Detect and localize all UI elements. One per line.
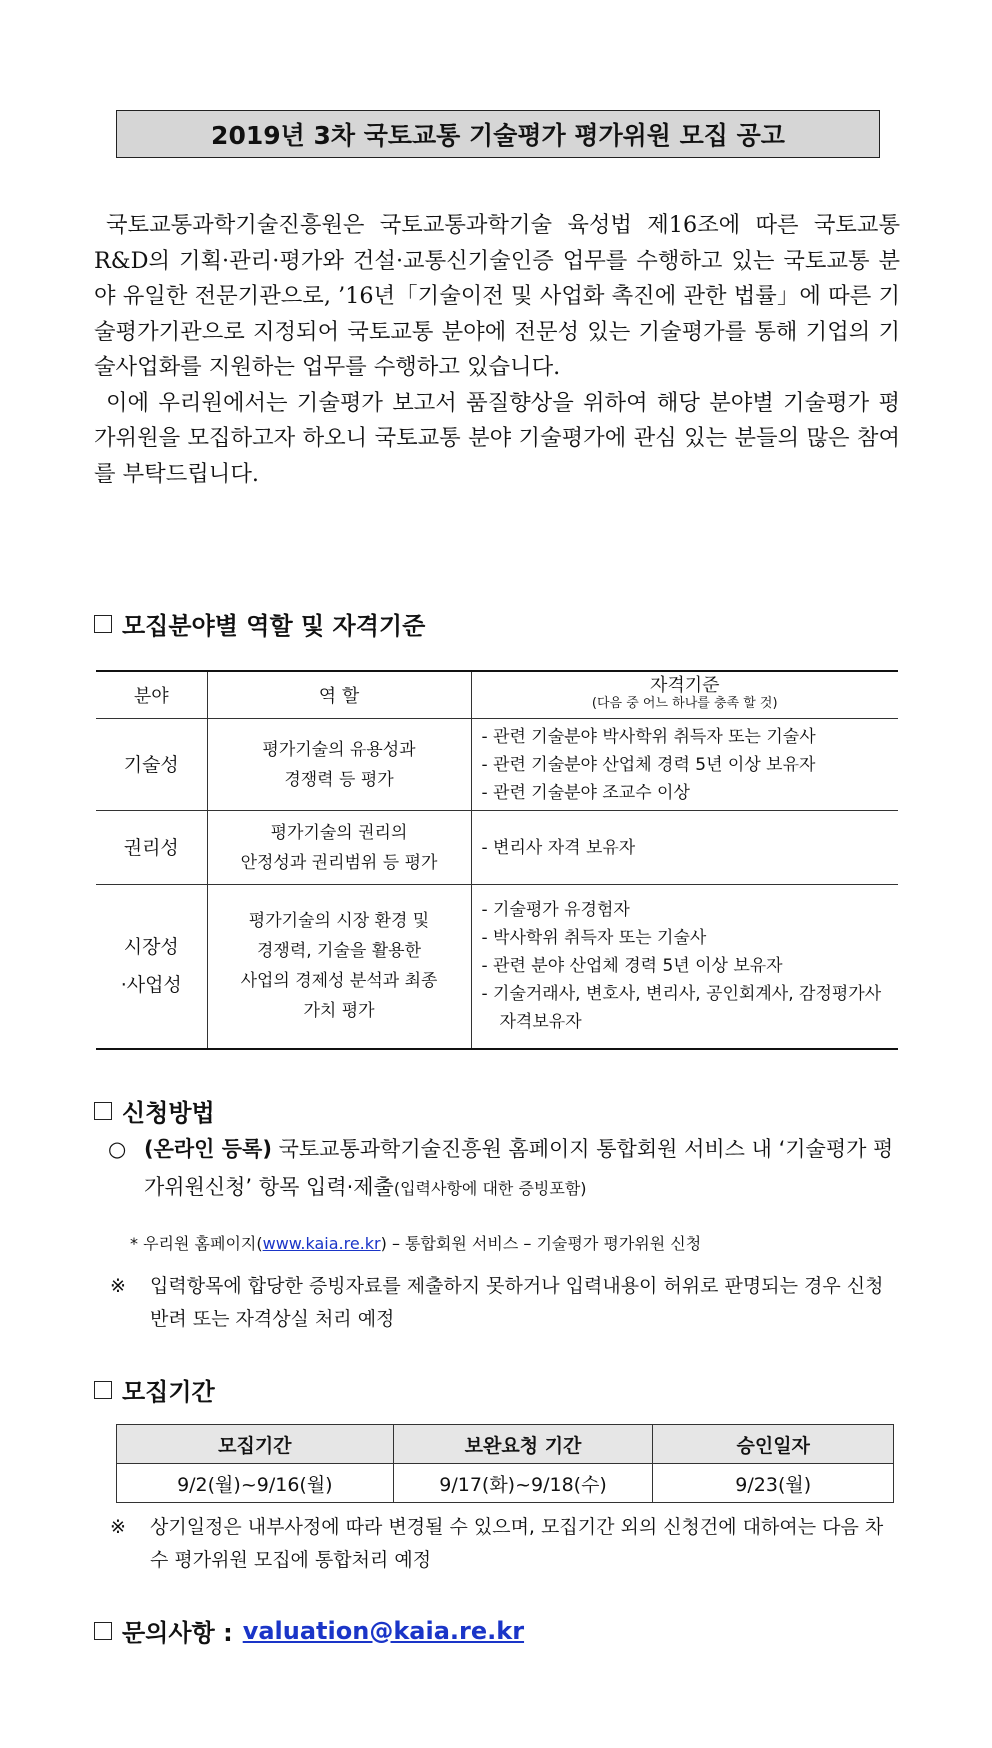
section-heading-period: 모집기간 (94, 1372, 215, 1407)
role-cell: 평가기술의 유용성과 경쟁력 등 평가 (207, 719, 471, 811)
table-row (96, 811, 898, 885)
period-table (116, 1424, 894, 1503)
checkbox-square-icon (94, 1381, 112, 1399)
table-row (96, 719, 898, 811)
method-bold: (온라인 등록) (144, 1137, 272, 1161)
header-approval-date: 승인일자 (653, 1425, 894, 1464)
circle-bullet-icon: ○ (108, 1137, 127, 1161)
criteria-cell: - 변리사 자격 보유자 (471, 811, 898, 885)
field-cell: 시장성 ·사업성 (96, 885, 207, 1049)
intro-paragraph-2: 이에 우리원에서는 기술평가 보고서 품질향상을 위하여 해당 분야별 기술평가 평가위원을 모집하고자 하오니 국토교통 분야 기술평가에 관심 있는 분들의 많은 참여를 부탁드립니다. (94, 389, 900, 487)
field-cell: 기술성 (96, 719, 207, 811)
apply-method (108, 1130, 900, 1208)
period-table-row (117, 1464, 894, 1503)
intro-text (94, 208, 900, 492)
header-recruit-period: 모집기간 (117, 1425, 394, 1464)
contact-email-link[interactable]: valuation@kaia.re.kr (242, 1616, 525, 1645)
checkbox-square-icon (94, 1102, 112, 1120)
section-heading-contact: 문의사항 : valuation@kaia.re.kr (94, 1613, 524, 1648)
role-cell: 평가기술의 권리의 안정성과 권리범위 등 평가 (207, 811, 471, 885)
section-heading-roles: 모집분야별 역할 및 자격기준 (94, 606, 425, 641)
apply-footnote: * 우리원 홈페이지(www.kaia.re.kr) – 통합회원 서비스 – 기술평가 평가위원 신청 (130, 1234, 702, 1253)
reference-mark-icon: ※ (110, 1275, 126, 1297)
qualification-table-header (96, 671, 898, 719)
section-heading-apply: 신청방법 (94, 1093, 215, 1128)
method-small: (입력사항에 대한 증빙포함) (393, 1179, 587, 1198)
supplement-period-value: 9/17(화)~9/18(수) (393, 1464, 653, 1503)
checkbox-square-icon (94, 615, 112, 633)
criteria-cell: - 관련 기술분야 박사학위 취득자 또는 기술사 - 관련 기술분야 산업체 경력 5년 이상 보유자 - 관련 기술분야 조교수 이상 (471, 719, 898, 811)
header-criteria: 자격기준 (다음 중 어느 하나를 충족 할 것) (471, 671, 898, 719)
checkbox-square-icon (94, 1622, 112, 1640)
method-text: 국토교통과학기술진흥원 홈페이지 통합회원 서비스 내 ‘기술평가 평가위원신청’ 항목 입력·제출 (144, 1137, 894, 1199)
header-role: 역 할 (207, 671, 471, 719)
period-table-header (117, 1425, 894, 1464)
criteria-cell: - 기술평가 유경험자 - 박사학위 취득자 또는 기술사 - 관련 분야 산업체 경력 5년 이상 보유자 - 기술거래사, 변호사, 변리사, 공인회계사, 감정평가사 자격보유자 (471, 885, 898, 1049)
notice-title-text: 2019년 3차 국토교통 기술평가 평가위원 모집 공고 (211, 121, 785, 150)
header-supplement-period: 보완요청 기간 (393, 1425, 653, 1464)
header-field: 분야 (96, 671, 207, 719)
homepage-link[interactable]: www.kaia.re.kr (262, 1234, 381, 1253)
qualification-table (96, 670, 898, 1050)
approval-date-value: 9/23(월) (653, 1464, 894, 1503)
reference-mark-icon: ※ (110, 1516, 126, 1538)
apply-note: ※ 입력항목에 합당한 증빙자료를 제출하지 못하거나 입력내용이 허위로 판명되는 경우 신청반려 또는 자격상실 처리 예정 (110, 1270, 900, 1336)
role-cell: 평가기술의 시장 환경 및 경쟁력, 기술을 활용한 사업의 경제성 분석과 최종 가치 평가 (207, 885, 471, 1049)
recruit-period-value: 9/2(월)~9/16(월) (117, 1464, 394, 1503)
header-criteria-sub: (다음 중 어느 하나를 충족 할 것) (591, 696, 778, 711)
notice-title (116, 110, 880, 158)
table-row (96, 885, 898, 1049)
field-cell: 권리성 (96, 811, 207, 885)
intro-paragraph-1: 국토교통과학기술진흥원은 국토교통과학기술 육성법 제16조에 따른 국토교통R&D의 기획·관리·평가와 건설·교통신기술인증 업무를 수행하고 있는 국토교통 분야 유일한 전문기관으로, ’16년「기술이전 및 사업화 촉진에 관한 법률」에 따른 기술평가기관으로 지정되어 국토교통 분야에 전문성 있는 기술평가를 통해 기업의 기술사업화를 지원하는 업무를 수행하고 있습니다. (94, 212, 900, 380)
period-note: ※ 상기일정은 내부사정에 따라 변경될 수 있으며, 모집기간 외의 신청건에 대하여는 다음 차수 평가위원 모집에 통합처리 예정 (110, 1511, 900, 1577)
